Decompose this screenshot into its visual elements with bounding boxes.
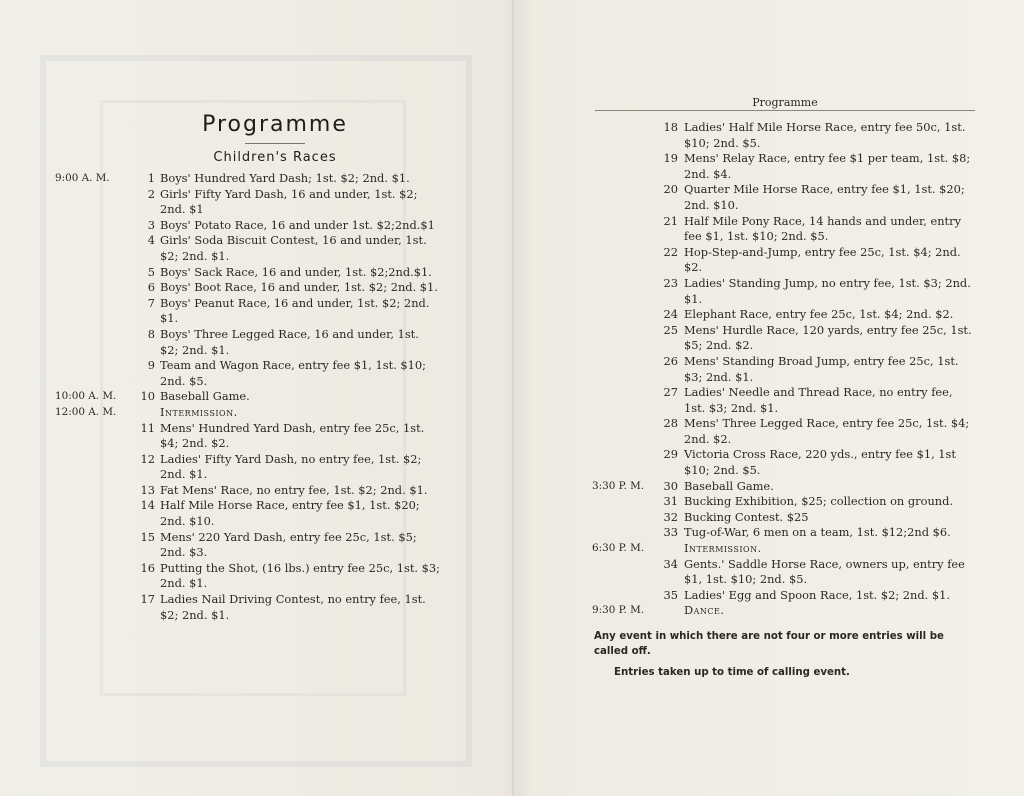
left-event-list [55,171,455,623]
event-row [592,151,992,182]
event-row [55,592,455,623]
title-rule [245,143,305,144]
event-text: Quarter Mile Horse Race, entry fee $1, 1st. $20; 2nd. $10. [684,182,965,212]
event-text: Dance. [684,603,725,618]
event-number: 31 [663,494,678,509]
event-text: Ladies' Egg and Spoon Race, 1st. $2; 2nd. $1. [684,587,951,602]
event-text: Gents.' Saddle Horse Race, owners up, entry fee $1, 1st. $10; 2nd. $5. [684,556,965,587]
event-row [55,483,455,499]
event-time: 12:00 A. M. [55,405,117,418]
event-number: 29 [663,447,678,462]
event-row [592,603,992,619]
event-row [55,187,455,218]
event-text: Ladies' Standing Jump, no entry fee, 1st. $3; 2nd. $1. [684,275,971,306]
event-row [55,498,455,529]
event-text: Team and Wagon Race, entry fee $1, 1st. $10; 2nd. $5. [160,358,427,388]
event-text: Boys' Hundred Yard Dash; 1st. $2; 2nd. $1. [160,171,410,185]
right-page [592,120,992,686]
event-row [55,280,455,296]
event-number: 10 [140,389,155,404]
event-text: Fat Mens' Race, no entry fee, 1st. $2; 2nd. $1. [160,482,428,497]
event-row [592,307,992,323]
event-time: 3:30 P. M. [592,479,645,492]
event-row [55,218,455,234]
note-entries-deadline: Entries taken up to time of calling event. [614,667,850,678]
event-row [55,327,455,358]
event-time: 9:30 P. M. [592,604,645,617]
event-row [55,265,455,281]
event-row [592,479,992,495]
event-time: 10:00 A. M. [55,390,117,403]
event-text: Bucking Exhibition, $25; collection on ground. [684,494,954,509]
event-text: Mens' Relay Race, entry fee $1 per team, 1st. $8; 2nd. $4. [684,151,971,181]
event-text: Intermission. [160,404,238,419]
event-row [55,530,455,561]
event-text: Tug-of-War, 6 men on a team, 1st. $12;2nd $6. [684,525,951,540]
event-row [55,171,455,187]
notes [592,629,974,680]
event-number: 9 [147,358,155,373]
event-text: Mens' Hundred Yard Dash, entry fee 25c, 1st. $4; 2nd. $2. [160,420,425,451]
event-text: Boys' Boot Race, 16 and under, 1st. $2; 2nd. $1. [160,280,438,295]
event-row [592,354,992,385]
event-text: Baseball Game. [160,389,250,404]
event-number: 4 [147,233,155,248]
event-row [592,214,992,245]
event-number: 1 [147,171,155,185]
event-number: 35 [663,587,678,602]
event-row [592,510,992,526]
page-title: Programme [202,112,348,137]
event-row [592,323,992,354]
event-text: Ladies Nail Driving Contest, no entry fee, 1st. $2; 2nd. $1. [160,592,426,622]
event-row [55,561,455,592]
event-row [592,588,992,604]
event-number: 8 [147,326,155,341]
note-minimum-entries: Any event in which there are not four or more entries will be called off. [594,631,944,657]
event-text: Putting the Shot, (16 lbs.) entry fee 25c, 1st. $3; 2nd. $1. [160,560,440,591]
event-text: Baseball Game. [684,478,774,493]
event-row [55,358,455,389]
event-time: 9:00 A. M. [55,172,110,184]
event-row [592,494,992,510]
right-page-header: Programme [752,96,818,109]
event-number: 5 [147,264,155,279]
event-number: 11 [140,420,155,435]
event-number: 26 [663,353,678,368]
event-row [55,452,455,483]
event-number: 33 [663,525,678,540]
event-number: 20 [663,182,678,197]
event-row [592,245,992,276]
event-number: 27 [663,385,678,400]
event-number: 14 [140,498,155,513]
event-row [592,525,992,541]
event-number: 34 [663,556,678,571]
event-time: 6:30 P. M. [592,542,645,555]
event-text: Bucking Contest. $25 [684,509,809,524]
left-page [55,112,455,623]
event-number: 23 [663,275,678,290]
event-row [592,416,992,447]
event-row [55,296,455,327]
event-number: 30 [663,478,678,493]
event-text: Half Mile Pony Race, 14 hands and under, entry fee $1, 1st. $10; 2nd. $5. [684,213,962,244]
event-text: Half Mile Horse Race, entry fee $1, 1st. $20; 2nd. $10. [160,498,420,529]
event-row [55,421,455,452]
event-number: 22 [663,244,678,259]
event-number: 6 [147,280,155,295]
event-number: 16 [140,560,155,575]
event-text: Girls' Fifty Yard Dash, 16 and under, 1st. $2; 2nd. $1 [160,186,418,217]
event-row [592,120,992,151]
event-text: Hop-Step-and-Jump, entry fee 25c, 1st. $4; 2nd. $2. [684,244,961,275]
event-number: 24 [663,307,678,322]
event-text: Boys' Sack Race, 16 and under, 1st. $2;2nd.$1. [160,264,432,279]
event-text: Boys' Potato Race, 16 and under 1st. $2;2nd.$1 [160,217,435,232]
right-event-list [592,120,992,619]
event-text: Ladies' Fifty Yard Dash, no entry fee, 1st. $2; 2nd. $1. [160,451,422,482]
event-text: Mens' Standing Broad Jump, entry fee 25c, 1st. $3; 2nd. $1. [684,353,959,384]
event-row [592,182,992,213]
event-number: 7 [147,295,155,310]
event-number: 17 [140,592,155,607]
event-number: 3 [147,217,155,232]
event-text: Mens' 220 Yard Dash, entry fee 25c, 1st. $5; 2nd. $3. [160,529,417,560]
event-number: 28 [663,416,678,431]
header-rule [595,110,975,111]
event-row [592,276,992,307]
event-number: 19 [663,151,678,166]
event-text: Boys' Three Legged Race, 16 and under, 1st. $2; 2nd. $1. [160,326,419,357]
event-text: Victoria Cross Race, 220 yds., entry fee $1, 1st $10; 2nd. $5. [684,447,956,478]
event-row [55,389,455,405]
section-title: Children's Races [213,150,337,165]
event-number: 25 [663,322,678,337]
event-row [592,557,992,588]
event-text: Ladies' Half Mile Horse Race, entry fee 50c, 1st. $10; 2nd. $5. [684,120,966,150]
event-number: 32 [663,509,678,524]
event-number: 2 [147,186,155,201]
event-number: 12 [140,451,155,466]
event-row [592,541,992,557]
event-text: Ladies' Needle and Thread Race, no entry fee, 1st. $3; 2nd. $1. [684,385,953,415]
event-number: 15 [140,529,155,544]
event-row [55,405,455,421]
event-text: Boys' Peanut Race, 16 and under, 1st. $2; 2nd. $1. [160,295,430,326]
center-fold [512,0,514,796]
event-number: 13 [140,482,155,497]
event-row [592,385,992,416]
event-text: Mens' Three Legged Race, entry fee 25c, 1st. $4; 2nd. $2. [684,416,970,446]
event-text: Elephant Race, entry fee 25c, 1st. $4; 2nd. $2. [684,307,954,322]
event-row [55,233,455,264]
event-text: Girls' Soda Biscuit Contest, 16 and under, 1st. $2; 2nd. $1. [160,233,427,263]
event-number: 21 [663,213,678,228]
event-number: 18 [663,120,678,134]
event-row [592,447,992,478]
event-text: Mens' Hurdle Race, 120 yards, entry fee 25c, 1st. $5; 2nd. $2. [684,322,972,353]
event-text: Intermission. [684,541,762,556]
